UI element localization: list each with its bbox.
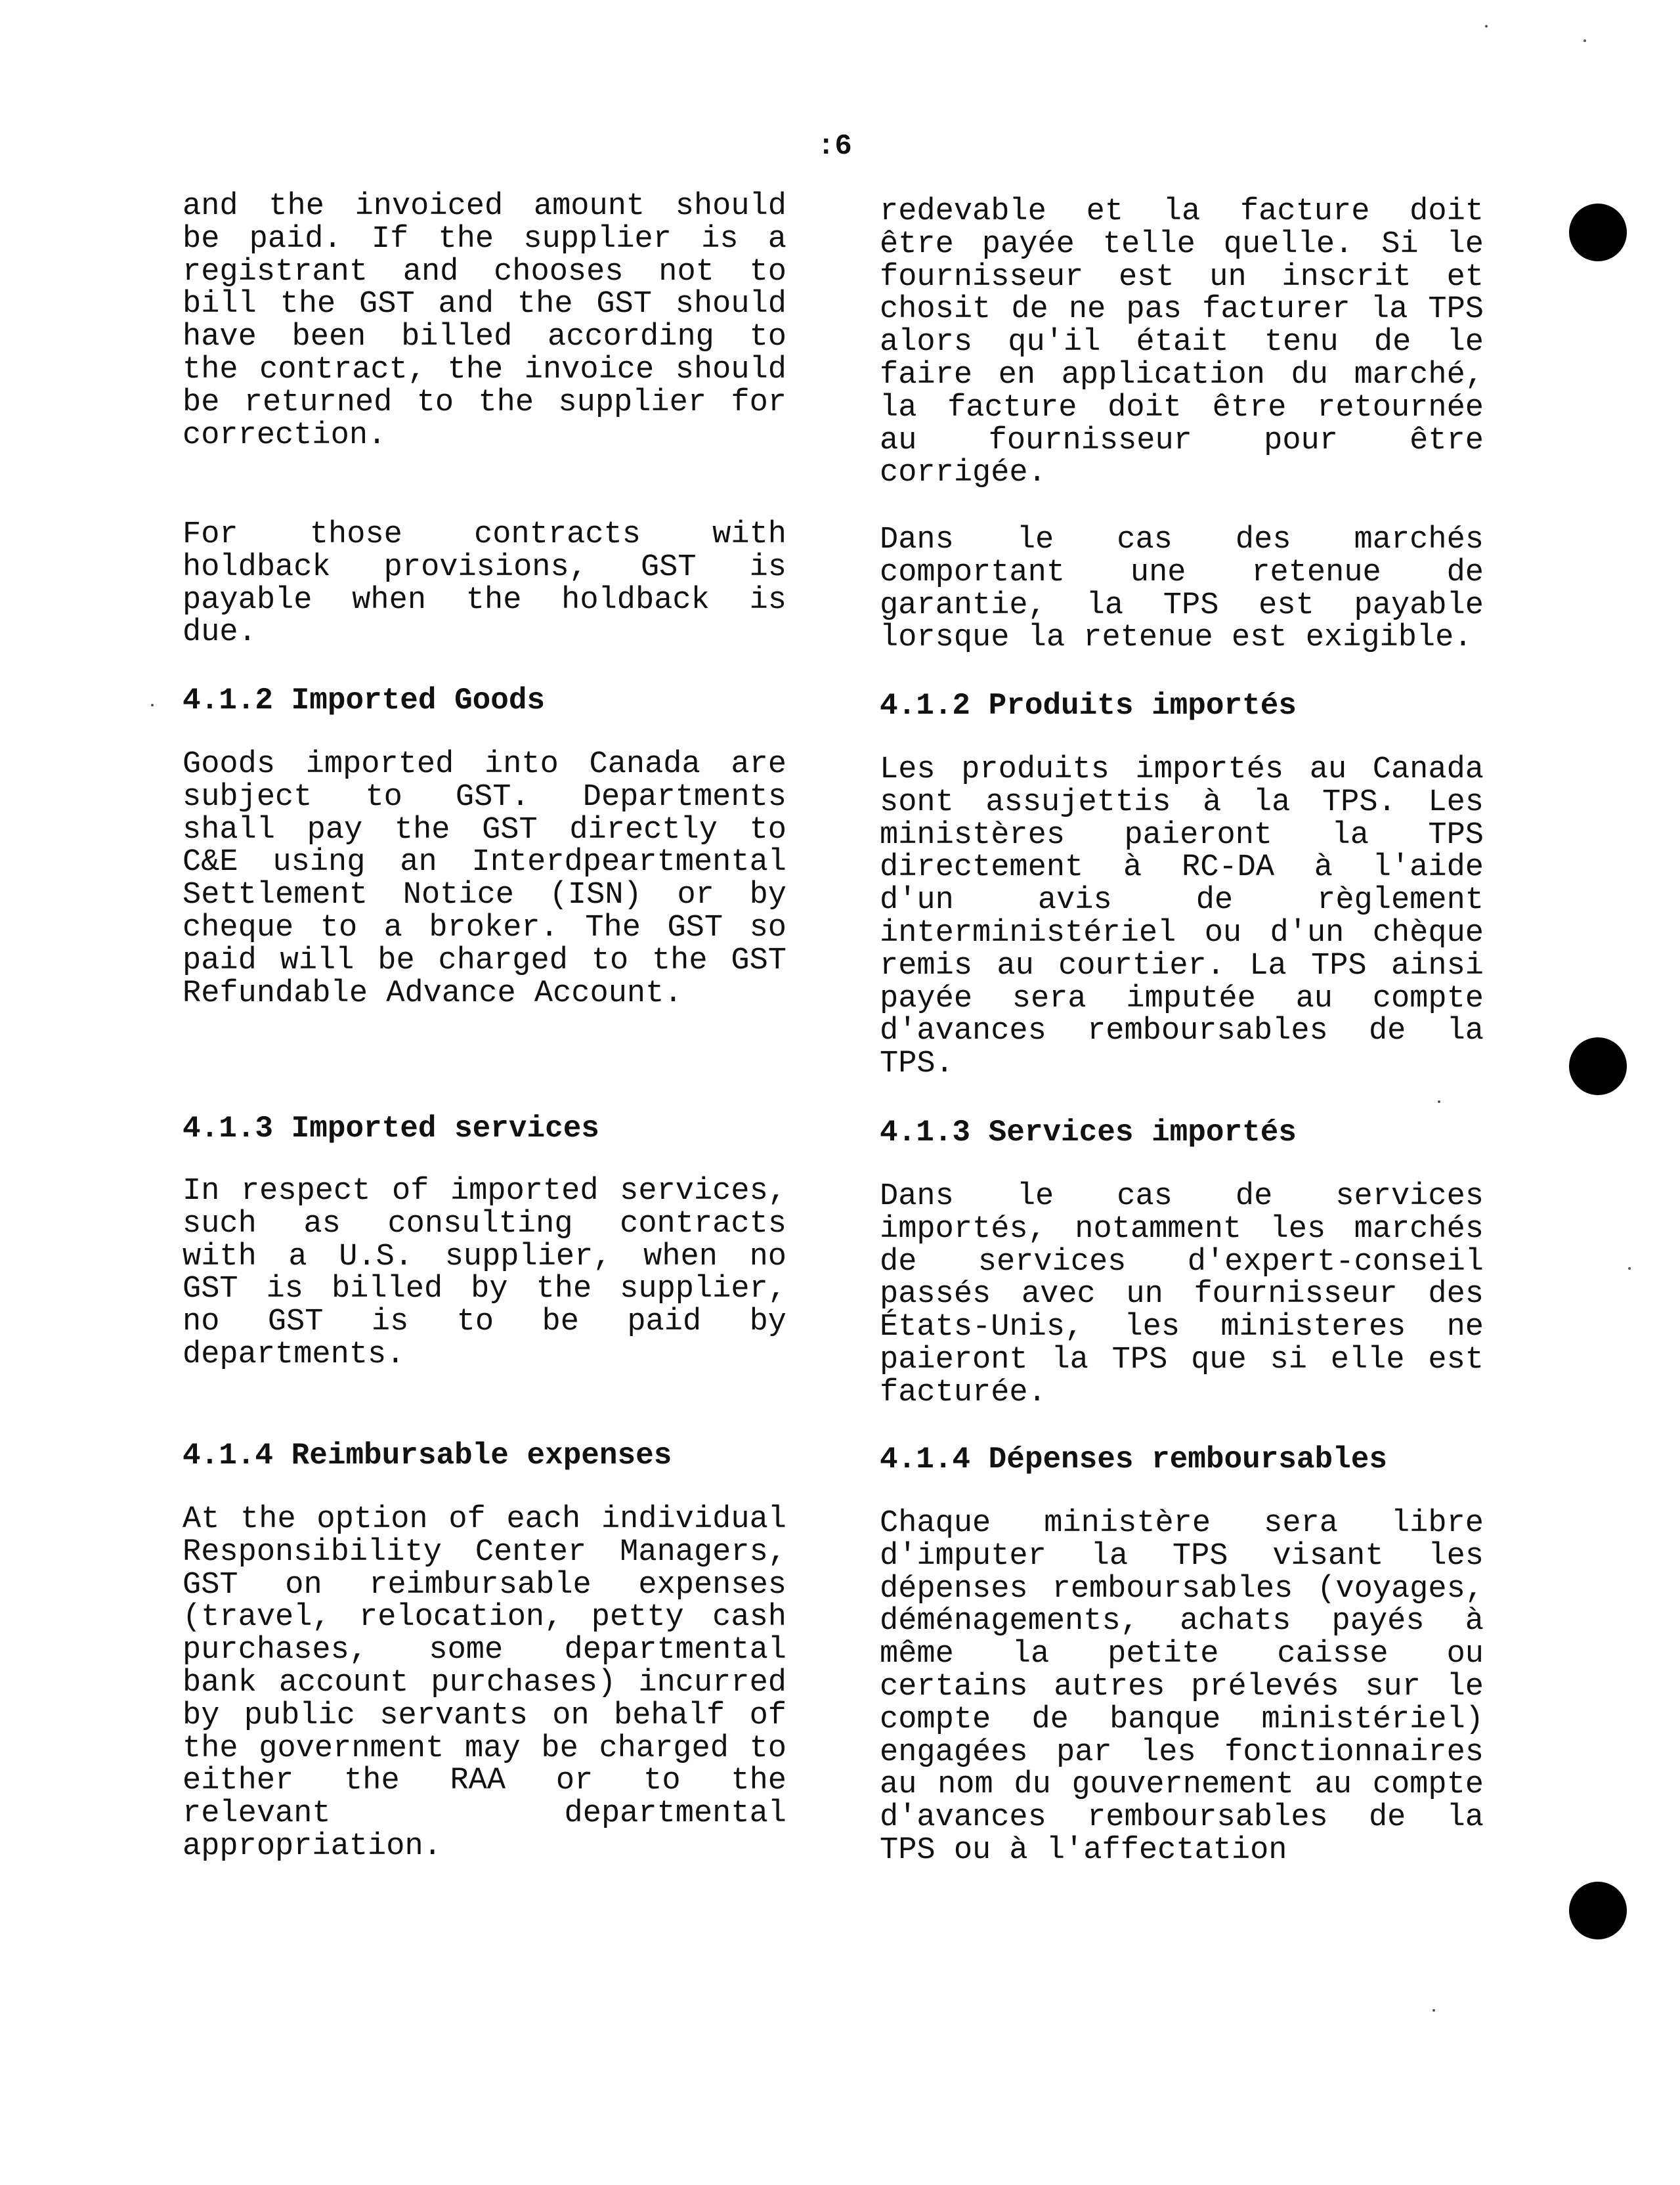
english-paragraph-holdback: For those contracts with holdback provisions, GST is payable when the holdback is due. <box>183 517 786 651</box>
french-paragraph-invoice: redevable et la facture doit être payée telle quelle. Si le fournisseur est un inscrit et chosit de ne pas facturer la TPS alors qu'il était tenu de le faire en application du marché, la facture doit être retournée au fournisseur pour être corrigée. <box>880 194 1484 491</box>
punch-hole-middle <box>1569 1037 1627 1095</box>
french-heading-imported-goods: 4.1.2 Produits importés <box>880 689 1297 723</box>
page-number: :6 <box>817 130 852 163</box>
punch-hole-bottom <box>1569 1882 1627 1939</box>
english-paragraph-invoice: and the invoiced amount should be paid. If the supplier is a registrant and chooses not to bill the GST and the GST should have been billed according to the contract, the invoice should be returned to the supplier for correction. <box>183 189 786 453</box>
english-paragraph-reimbursable-expenses: At the option of each individual Responsibility Center Managers, GST on reimbursable expenses (travel, relocation, petty cash purchases, some departmental bank account purchases) incurred by public servants on behalf of the government may be charged to either the RAA or to the relevant departmental appropriation. <box>183 1502 786 1864</box>
french-paragraph-imported-goods: Les produits importés au Canada sont assujettis à la TPS. Les ministères paieront la TPS directement à RC-DA à l'aide d'un avis de règlement interministériel ou d'un chèque remis au courtier. La TPS ainsi payée sera imputée au compte d'avances remboursables de la TPS. <box>880 752 1484 1082</box>
english-paragraph-imported-services: In respect of imported services, such as consulting contracts with a U.S. supplier, when no GST is billed by the supplier, no GST is to be paid by departments. <box>183 1174 786 1372</box>
english-heading-reimbursable-expenses: 4.1.4 Reimbursable expenses <box>183 1439 672 1473</box>
scan-speck <box>1438 1100 1440 1103</box>
french-paragraph-imported-services: Dans le cas de services importés, notamment les marchés de services d'expert-conseil passés avec un fournisseur des États-Unis, les ministeres ne paieront la TPS que si elle est facturée. <box>880 1179 1484 1410</box>
scan-speck <box>1583 39 1586 42</box>
french-paragraph-reimbursable-expenses: Chaque ministère sera libre d'imputer la TPS visant les dépenses remboursables (voyages, déménagements, achats payés à même la petite caisse ou certains autres prélevés sur le compte de banque ministériel) engagées par les fonctionnaires au nom du gouvernement au compte d'avances remboursables de la TPS ou à l'affectation <box>880 1506 1484 1868</box>
scan-speck <box>1485 25 1488 28</box>
english-heading-imported-goods: 4.1.2 Imported Goods <box>183 683 546 718</box>
english-heading-imported-services: 4.1.3 Imported services <box>183 1112 599 1146</box>
french-heading-reimbursable-expenses: 4.1.4 Dépenses remboursables <box>880 1442 1387 1477</box>
french-paragraph-holdback: Dans le cas des marchés comportant une retenue de garantie, la TPS est payable lorsque la retenue est exigible. <box>880 523 1484 656</box>
scan-speck <box>1628 1267 1631 1270</box>
punch-hole-top <box>1569 204 1627 261</box>
french-heading-imported-services: 4.1.3 Services importés <box>880 1115 1297 1150</box>
english-paragraph-imported-goods: Goods imported into Canada are subject to GST. Departments shall pay the GST directly to C&E using an Interdpeartmental Settlement Notice (ISN) or by cheque to a broker. The GST so paid will be charged to the GST Refundable Advance Account. <box>183 747 786 1011</box>
scan-speck <box>1432 2009 1435 2012</box>
scan-speck <box>151 704 154 706</box>
